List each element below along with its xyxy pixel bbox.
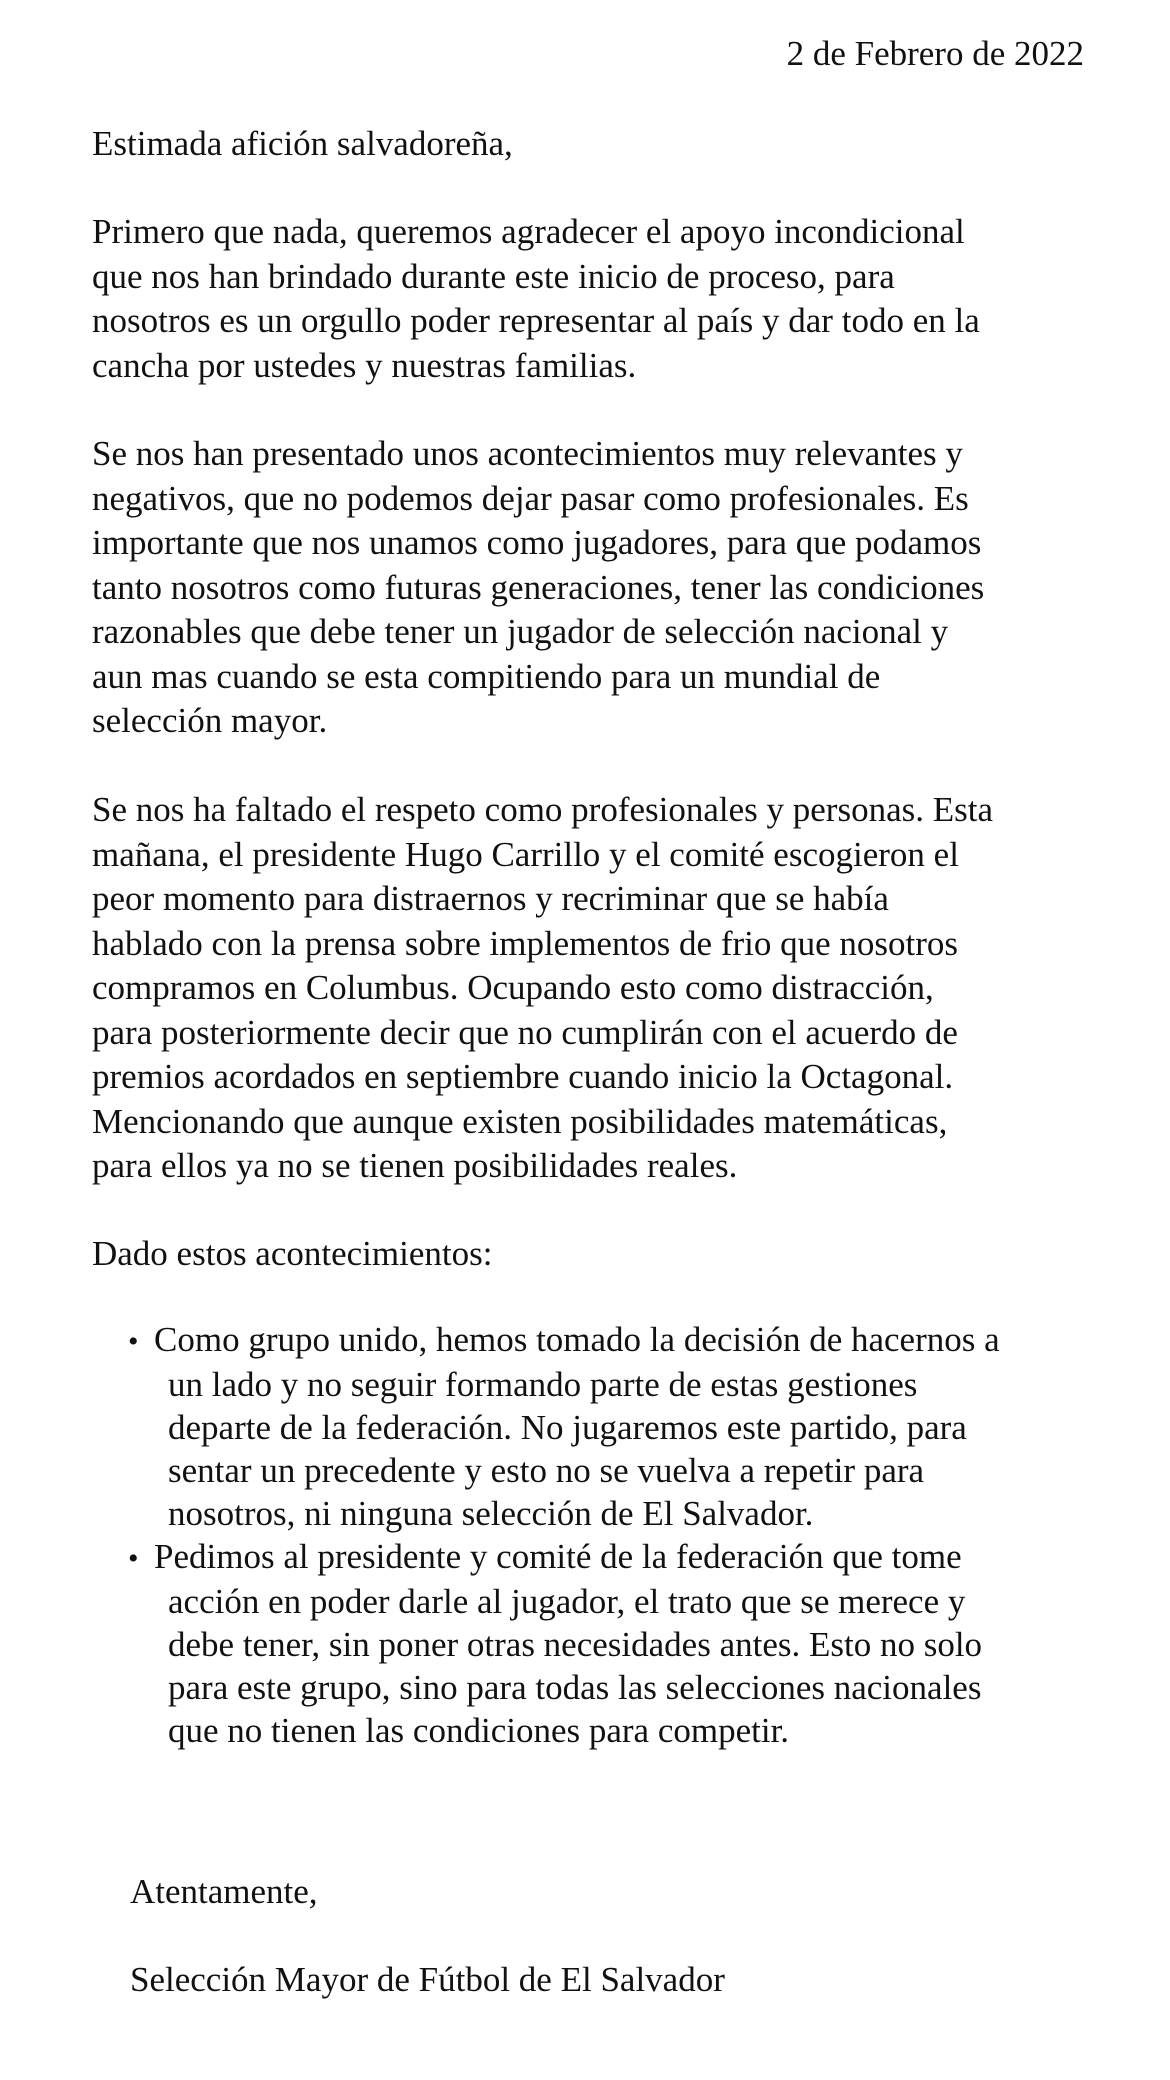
paragraph-3-line: peor momento para distraernos y recriminar que se había (92, 879, 889, 918)
closing-text: Atentamente, (130, 1872, 318, 1911)
bullet-1-line: sentar un precedente y esto no se vuelva a repetir para (168, 1451, 925, 1490)
paragraph-3-line: hablado con la prensa sobre implementos de frio que nosotros (92, 923, 959, 963)
closing (130, 1870, 318, 1914)
bullet-2-line: para este grupo, sino para todas las selecciones nacionales (168, 1668, 982, 1707)
bullet-1-line: Como grupo unido, hemos tomado la decisión de hacernos a (154, 1320, 1000, 1359)
paragraph-2-line: razonables que debe tener un jugador de selección nacional y (92, 612, 949, 651)
greeting (92, 122, 513, 166)
bullet-icon: • (128, 1542, 139, 1575)
bullet-2-line: Pedimos al presidente y comité de la federación que tome (154, 1537, 962, 1576)
bullet-1-line: departe de la federación. No jugaremos este partido, para (168, 1408, 967, 1447)
paragraph-1-line: cancha por ustedes y nuestras familias. (92, 345, 637, 385)
list-intro-text: Dado estos acontecimientos: (92, 1234, 493, 1273)
paragraph-3-line: para posteriormente decir que no cumplirán con el acuerdo de (92, 1012, 958, 1052)
paragraph-2-line: aun mas cuando se esta compitiendo para un mundial de (92, 656, 881, 696)
bullet-2-line: acción en poder darle al jugador, el trato que se merece y (168, 1582, 966, 1621)
paragraph-2-line: selección mayor. (92, 701, 328, 740)
paragraph-3-line: mañana, el presidente Hugo Carrillo y el comité escogieron el (92, 834, 959, 874)
paragraph-2-line: importante que nos unamos como jugadores, para que podamos (92, 523, 982, 562)
paragraph-2 (92, 432, 984, 744)
paragraph-3 (92, 788, 993, 1189)
paragraph-1-line: nosotros es un orgullo poder representar al país y dar todo en la (92, 301, 980, 340)
bullet-2-line: debe tener, sin poner otras necesidades antes. Esto no solo (168, 1625, 983, 1664)
paragraph-2-line: negativos, que no podemos dejar pasar como profesionales. Es (92, 478, 969, 518)
paragraph-2-line: tanto nosotros como futuras generaciones, tener las condiciones (92, 567, 985, 607)
paragraph-3-line: compramos en Columbus. Ocupando esto como distracción, (92, 968, 934, 1007)
bullet-item-2 (128, 1535, 1000, 1752)
paragraph-1-line: Primero que nada, queremos agradecer el apoyo incondicional (92, 212, 965, 251)
bullet-item-1 (128, 1318, 1000, 1535)
bullet-icon: • (128, 1325, 139, 1358)
bullet-2-line: que no tienen las condiciones para competir. (168, 1711, 790, 1750)
signature (130, 1958, 725, 2002)
paragraph-1 (92, 210, 980, 388)
paragraph-1-line: que nos han brindado durante este inicio de proceso, para (92, 256, 895, 296)
bullet-1-line: nosotros, ni ninguna selección de El Salvador. (168, 1494, 814, 1533)
paragraph-3-line: premios acordados en septiembre cuando inicio la Octagonal. (92, 1057, 954, 1096)
paragraph-3-line: Se nos ha faltado el respeto como profesionales y personas. Esta (92, 790, 993, 829)
signature-text: Selección Mayor de Fútbol de El Salvador (130, 1960, 725, 1999)
paragraph-2-line: Se nos han presentado unos acontecimientos muy relevantes y (92, 434, 963, 473)
greeting-text: Estimada afición salvadoreña, (92, 124, 513, 163)
paragraph-3-line: para ellos ya no se tienen posibilidades reales. (92, 1146, 738, 1185)
bullet-list (128, 1318, 1000, 1752)
paragraph-3-line: Mencionando que aunque existen posibilidades matemáticas, (92, 1101, 948, 1141)
bullet-1-line: un lado y no seguir formando parte de estas gestiones (168, 1365, 918, 1404)
letter-date: 2 de Febrero de 2022 (786, 34, 1084, 73)
list-intro (92, 1232, 492, 1276)
